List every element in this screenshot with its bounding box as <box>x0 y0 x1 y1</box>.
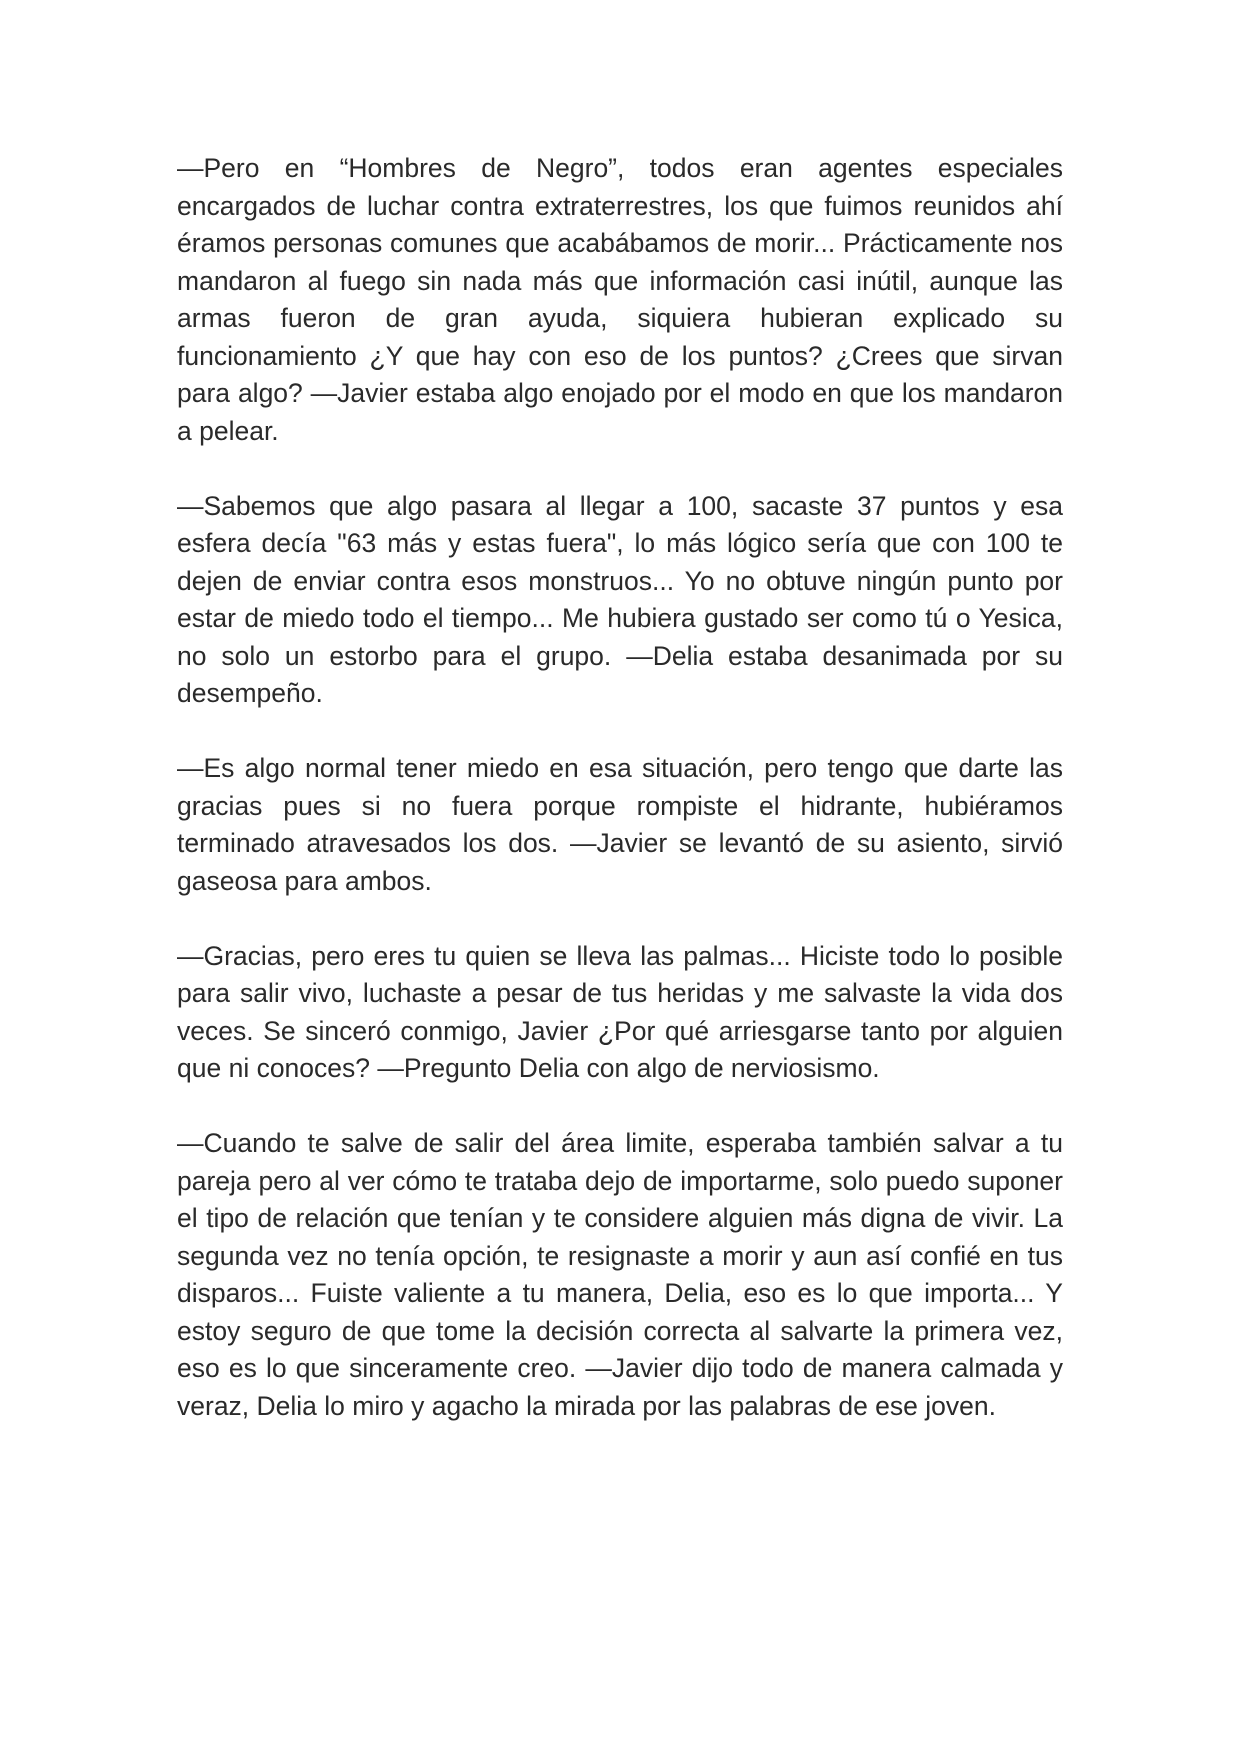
paragraph-5: —Cuando te salve de salir del área limite, esperaba también salvar a tu pareja pero al ver cómo te trataba dejo de importarme, solo puedo suponer el tipo de relación que tenían y te considere alguien más digna de vivir. La segunda vez no tenía opción, te resignaste a morir y aun así confié en tus disparos... Fuiste valiente a tu manera, Delia, eso es lo que importa... Y estoy seguro de que tome la decisión correcta al salvarte la primera vez, eso es lo que sinceramente creo. —Javier dijo todo de manera calmada y veraz, Delia lo miro y agacho la mirada por las palabras de ese joven. <box>177 1128 1063 1421</box>
paragraph-1: —Pero en “Hombres de Negro”, todos eran agentes especiales encargados de luchar contra extraterrestres, los que fuimos reunidos ahí éramos personas comunes que acabábamos de morir... Prácticamente nos mandaron al fuego sin nada más que información casi inútil, aunque las armas fueron de gran ayuda, siquiera hubieran explicado su funcionamiento ¿Y que hay con eso de los puntos? ¿Crees que sirvan para algo? —Javier estaba algo enojado por el modo en que los mandaron a pelear. <box>177 153 1063 446</box>
paragraph-2: —Sabemos que algo pasara al llegar a 100, sacaste 37 puntos y esa esfera decía "63 más y estas fuera", lo más lógico sería que con 100 te dejen de enviar contra esos monstruos... Yo no obtuve ningún punto por estar de miedo todo el tiempo... Me hubiera gustado ser como tú o Yesica, no solo un estorbo para el grupo. —Delia estaba desanimada por su desempeño. <box>177 490 1063 708</box>
paragraph-4: —Gracias, pero eres tu quien se lleva las palmas... Hiciste todo lo posible para salir vivo, luchaste a pesar de tus heridas y me salvaste la vida dos veces. Se sinceró conmigo, Javier ¿Por qué arriesgarse tanto por alguien que ni conoces? —Pregunto Delia con algo de nerviosismo. <box>177 940 1063 1083</box>
paragraph-3: —Es algo normal tener miedo en esa situación, pero tengo que darte las gracias pues si no fuera porque rompiste el hidrante, hubiéramos terminado atravesados los dos. —Javier se levantó de su asiento, sirvió gaseosa para ambos. <box>177 753 1063 896</box>
document-page <box>177 150 1063 1463</box>
